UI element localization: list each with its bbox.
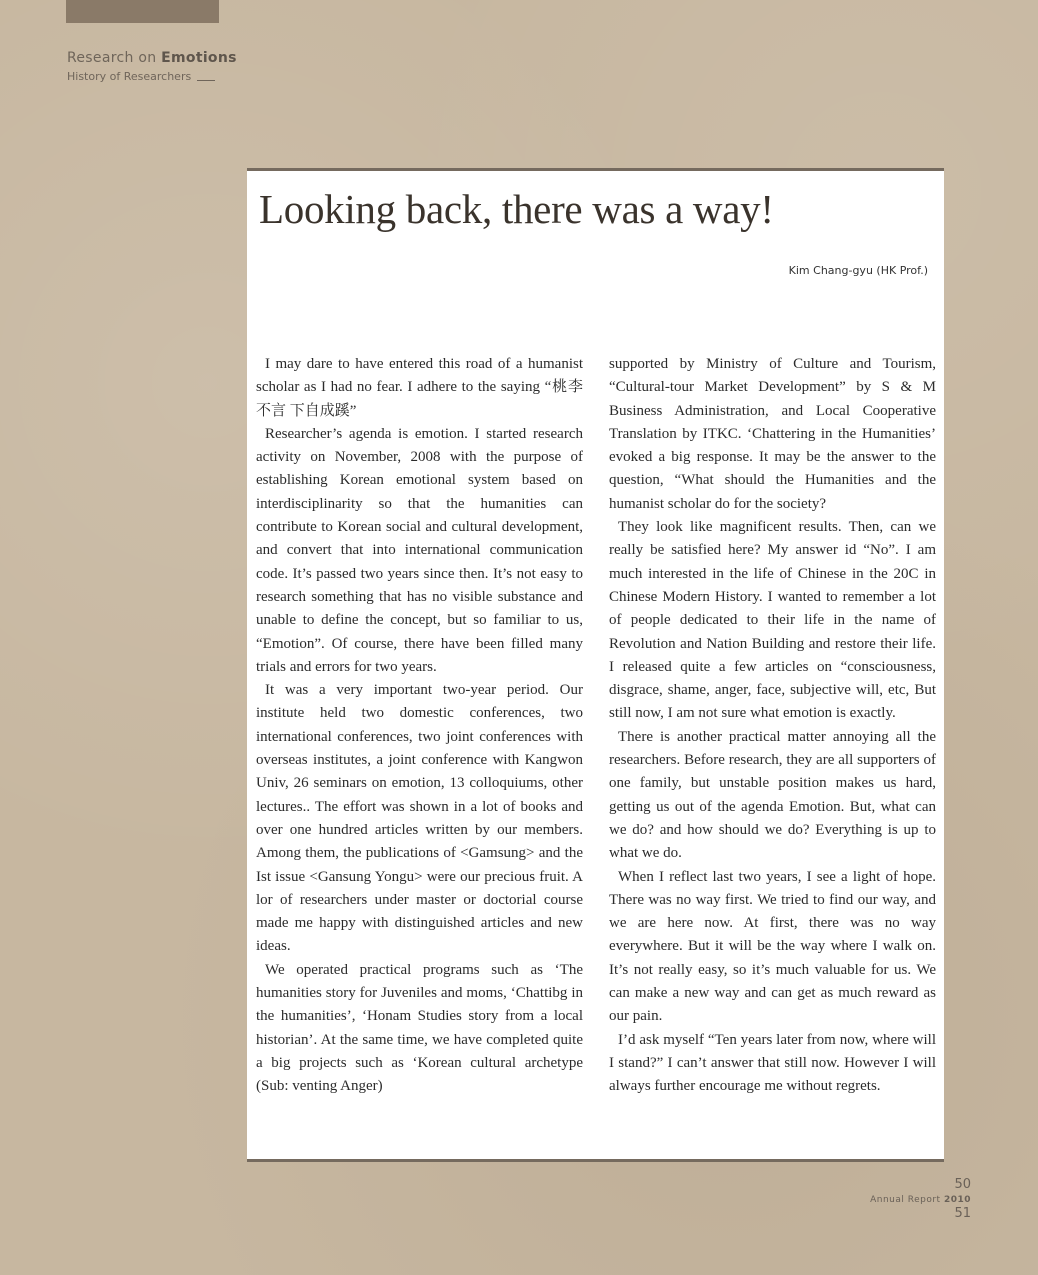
- paragraph: We operated practical programs such as ‘The humanities story for Juveniles and moms, ‘Chattibg in the humanities’, ‘Honam Studies story from a local historian’. At the same time, we have completed quite a big projects such as ‘Korean cultural archetype (Sub: venting Anger): [256, 961, 583, 1095]
- paragraph: Researcher’s agenda is emotion. I started research activity on November, 2008 with the purpose of establishing Korean emotional system based on interdisciplinarity so that the humanities can contribute to Korean social and cultural development, and convert that into international communication code. It’s passed two years since then. It’s not easy to research something that has no visible substance and unable to define the concept, but so familiar to us, “Emotion”. Of course, there have been filled many trials and errors for two years.: [256, 425, 583, 675]
- paragraph: They look like magnificent results. Then, can we really be satisfied here? My answer id “No”. I am much interested in the life of Chinese in the 20C in Chinese Modern History. I wanted to remember a lot of people dedicated to their life in the name of Revolution and Nation Building and restore their life. I released quite a few articles on “consciousness, disgrace, shame, anger, face, subjective will, etc, But still now, I am not sure what emotion is exactly.: [609, 519, 936, 722]
- article-column-right: [609, 353, 936, 1099]
- subsection-title: History of Researchers: [67, 70, 237, 83]
- article-author: Kim Chang-gyu (HK Prof.): [788, 264, 928, 277]
- paragraph-continued: supported by Ministry of Culture and Tourism, “Cultural-tour Market Development” by S & M Business Administration, and Local Cooperative Translation by ITKC. ‘Chattering in the Humanities’ evoked a big response. It may be the answer to the question, “What should the Humanities and the humanist scholar do for the society?: [609, 356, 936, 512]
- subsection-rule: [197, 80, 215, 81]
- paragraph: I may dare to have entered this road of a humanist scholar as I had no fear. I adhere to the saying “桃李不言 下自成蹊”: [256, 356, 583, 419]
- paragraph: There is another practical matter annoying all the researchers. Before research, they are all supporters of one family, but unstable position makes us hard, getting us out of the agenda Emotion. But, what can we do? and how should we do? Everything is up to what we do.: [609, 728, 936, 862]
- report-label: Annual Report 2010: [870, 1195, 971, 1205]
- article-panel: [247, 168, 944, 1162]
- paragraph: I’d ask myself “Ten years later from now, where will I stand?” I can’t answer that still now. However I will always further encourage me without regrets.: [609, 1031, 936, 1095]
- article-column-left: [256, 353, 583, 1099]
- paragraph: It was a very important two-year period. Our institute held two domestic conferences, two international conferences, two joint conferences with overseas institutes, a joint conference with Kangwon Univ, 26 seminars on emotion, 13 colloquiums, other lectures.. The effort was shown in a lot of books and over one hundred articles written by our members. Among them, the publications of <Gamsung> and the Ist issue <Gansung Yongu> were our precious fruit. A lor of researchers under master or doctorial course made me happy with distinguished articles and new ideas.: [256, 682, 583, 955]
- page-number-left: 50: [954, 1177, 971, 1192]
- article-title: Looking back, there was a way!: [259, 186, 774, 232]
- page-footer: [870, 1177, 971, 1222]
- header-tab: [66, 0, 219, 23]
- page-number-right: 51: [954, 1206, 971, 1221]
- paragraph: When I reflect last two years, I see a light of hope. There was no way first. We tried to find our way, and we are here now. At first, there was no way everywhere. But it will be the way where I walk on. It’s not really easy, so it’s much valuable for us. We can make a new way and can get as much reward as our pain.: [609, 868, 936, 1025]
- section-header: [67, 50, 237, 83]
- section-title: Research on Emotions: [67, 50, 237, 66]
